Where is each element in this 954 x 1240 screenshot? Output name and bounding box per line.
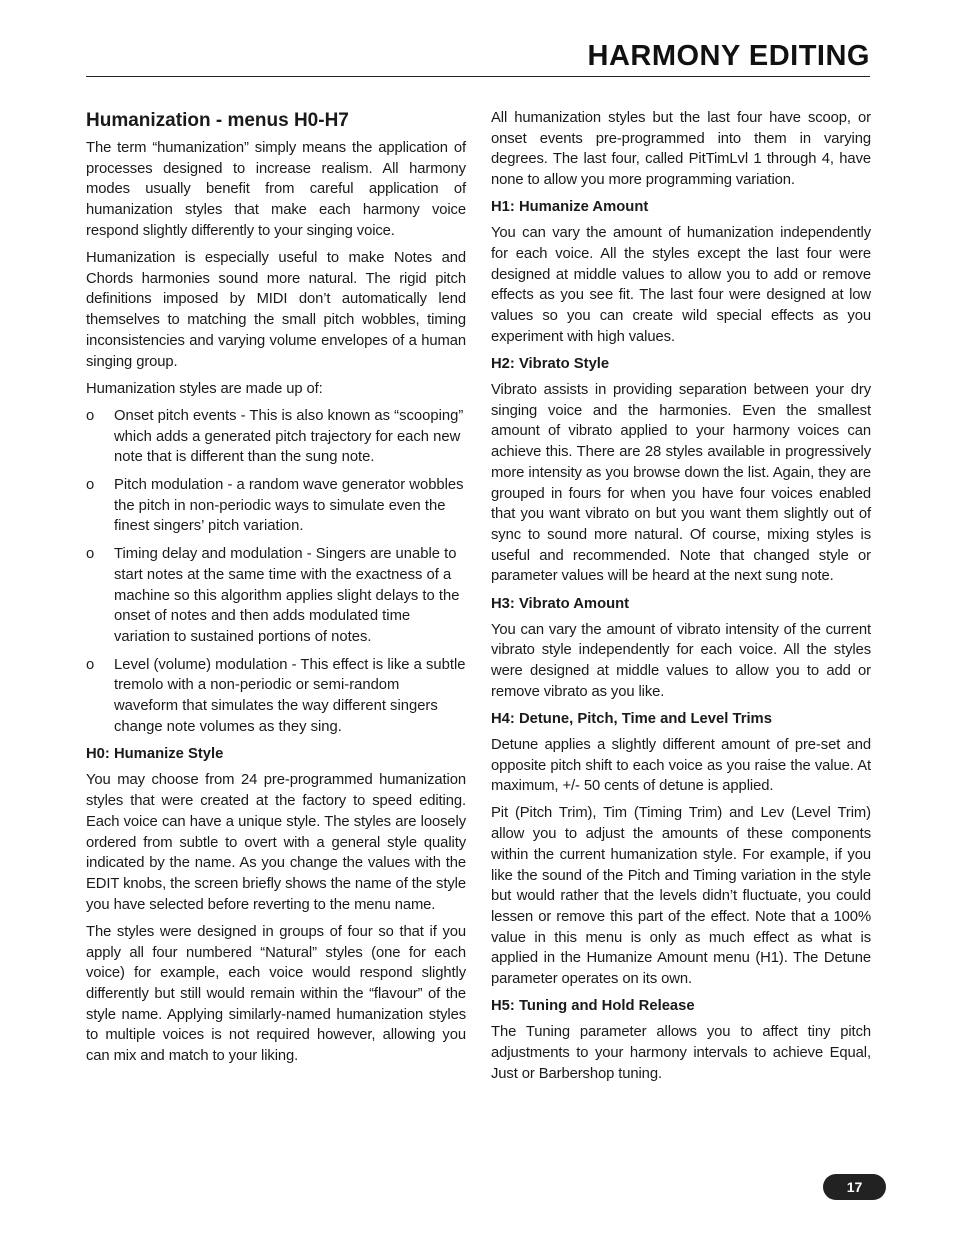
paragraph: All humanization styles but the last four have scoop, or onset events pre-programmed into them in varying degrees. The last four, called PitTimLvl 1 through 4, have none to allow you more programming variation. (491, 110, 871, 189)
paragraph: Humanization styles are made up of: (86, 380, 323, 397)
bullet-item (86, 406, 466, 468)
bullet-list (86, 406, 466, 738)
subheading-h4: H4: Detune, Pitch, Time and Level Trims (491, 710, 772, 727)
paragraph: You can vary the amount of humanization independently for each voice. All the styles except the last four were designed at middle values to allow you to add or remove effects as you see fit. The last four were designed at low values so you can create wild special effects as you experiment with high values. (491, 225, 871, 345)
page-header-title: HARMONY EDITING (587, 40, 870, 72)
left-column (86, 108, 466, 1073)
right-column (491, 108, 871, 1091)
bullet-text: Timing delay and modulation - Singers are unable to start notes at the same time with the exactness of a machine so this algorithm applies slight delays to the onset of notes and then adds modulated time variation to sustained portions of notes. (114, 546, 460, 645)
paragraph: Detune applies a slightly different amount of pre-set and opposite pitch shift to each voice as you raise the value. At maximum, +/- 50 cents of detune is applied. (491, 736, 871, 795)
header-divider (86, 76, 870, 77)
subheading-h1: H1: Humanize Amount (491, 199, 649, 216)
bullet-text: Pitch modulation - a random wave generator wobbles the pitch in non-periodic ways to simulate even the finest singers’ pitch variation. (114, 477, 464, 535)
bullet-text: Onset pitch events - This is also known as “scooping” which adds a generated pitch trajectory for each new note that is different than the sung note. (114, 407, 464, 466)
bullet-marker: o (86, 656, 95, 673)
subheading-h0: H0: Humanize Style (86, 746, 224, 763)
bullet-marker: o (86, 407, 95, 424)
page-number-badge: 17 (823, 1174, 886, 1200)
paragraph: You may choose from 24 pre-programmed humanization styles that were created at the factory to speed editing. Each voice can have a unique style. The styles are loosely ordered from subtle to overt with a general style quality indicated by the name. As you change the values with the EDIT knobs, the screen briefly shows the name of the style you have selected before reverting to the menu name. (86, 772, 466, 913)
paragraph: The term “humanization” simply means the application of processes designed to increase realism. All harmony modes usually benefit from careful application of humanization styles that make each harmony voice respond slightly differently to your singing voice. (86, 140, 466, 239)
bullet-item (86, 544, 466, 648)
subheading-h5: H5: Tuning and Hold Release (491, 998, 695, 1015)
subheading-h3: H3: Vibrato Amount (491, 595, 630, 612)
bullet-item (86, 475, 466, 537)
paragraph: The styles were designed in groups of four so that if you apply all four numbered “Natural” styles (one for each voice) for example, each voice would respond slightly differently but still would remain within the “flavour” of the style name. Applying similarly-named humanization styles to multiple voices is not required however, allowing you can mix and match to your liking. (86, 923, 466, 1065)
bullet-item (86, 655, 466, 738)
subheading-h2: H2: Vibrato Style (491, 356, 610, 373)
section-title: Humanization - menus H0-H7 (86, 110, 349, 131)
bullet-text: Level (volume) modulation - This effect is like a subtle tremolo with a non-periodic or semi-random waveform that simulates the way different singers change note volumes as they sing. (114, 656, 466, 735)
paragraph: Vibrato assists in providing separation between your dry singing voice and the harmonies. Even the smallest amount of vibrato applied to your harmony voices can achieve this. There are 28 styles available in progressively more intensity as you browse down the list. Again, they are grouped in fours for when you have four voices enabled that you want vibrato on but you want them slightly out of sync to sound more natural. Of course, mixing styles is useful and recommended. Note that changed style or parameter values will be heard at the next sung note. (491, 382, 871, 585)
bullet-marker: o (86, 477, 95, 494)
paragraph: Pit (Pitch Trim), Tim (Timing Trim) and Lev (Level Trim) allow you to adjust the amounts of these components within the current humanization style. For example, if you like the sound of the Pitch and Timing variation in the style but would rather that the levels didn’t fluctuate, you could lessen or remove this part of the effect. Note that a 100% value in this menu is only as much effect as what is applied in the Humanize Amount menu (H1). The Detune parameter operates on its own. (491, 805, 871, 988)
paragraph: You can vary the amount of vibrato intensity of the current vibrato style independently for each voice. All the styles were designed at middle values to allow you to add or remove vibrato as you like. (491, 621, 871, 700)
paragraph: Humanization is especially useful to make Notes and Chords harmonies sound more natural. The rigid pitch definitions imposed by MIDI don’t automatically lend themselves to matching the small pitch wobbles, timing inconsistencies and varying volume envelopes of a human singing group. (86, 250, 466, 370)
paragraph: The Tuning parameter allows you to affect tiny pitch adjustments to your harmony intervals to achieve Equal, Just or Barbershop tuning. (491, 1024, 871, 1082)
bullet-marker: o (86, 546, 95, 563)
